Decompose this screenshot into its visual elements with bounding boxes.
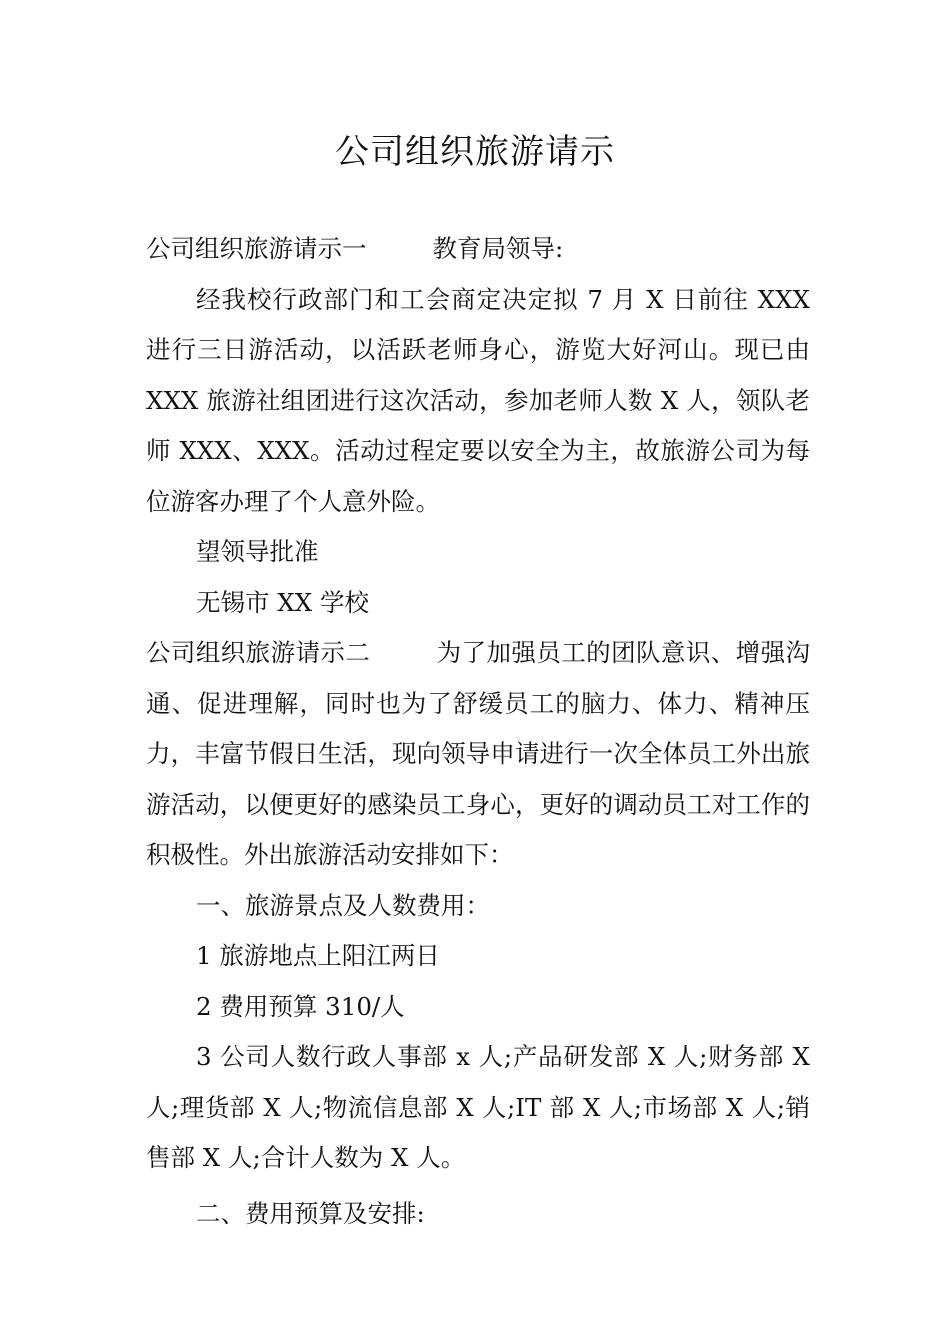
section1-heading-line <box>146 224 810 275</box>
section1-heading: 公司组织旅游请示一 <box>146 234 367 263</box>
section1-paragraph: 经我校行政部门和工会商定决定拟 7 月 X 日前往 XXX 进行三日游活动，以活跃老师身心，游览大好河山。现已由 XXX 旅游社组团进行这次活动，参加老师人数 X 人，领队老师 XXX、XXX。活动过程定要以安全为主，故旅游公司为每位游客办理了个人意外险。 <box>146 284 810 516</box>
section1-salutation: 教育局领导: <box>432 234 564 263</box>
document-body <box>146 224 810 1239</box>
section2-intro: 为了加强员工的团队意识、增强沟通、促进理解，同时也为了舒缓员工的脑力、体力、精神压力，丰富节假日生活，现向领导申请进行一次全体员工外出旅游活动，以便更好的感染员工身心，更好的调动员工对工作的积极性。外出旅游活动安排如下： <box>146 638 810 869</box>
section1-signature: 无锡市 XX 学校 <box>196 587 369 617</box>
item1-budget: 2 费用预算 310/人 <box>196 991 405 1021</box>
item1-headcount: 3 公司人数行政人事部 x 人;产品研发部 X 人;财务部 X 人;理货部 X 人;物流信息部 X 人;IT 部 X 人;市场部 X 人;销售部 X 人;合计人数为 X 人。 <box>146 1042 810 1172</box>
section2-heading: 公司组织旅游请示二 <box>146 638 371 667</box>
section2-intro-paragraph <box>146 628 810 881</box>
document-title: 公司组织旅游请示 <box>335 132 615 172</box>
item1-heading: 一、旅游景点及人数费用： <box>196 890 490 920</box>
section1-request: 望领导批准 <box>196 537 319 566</box>
item2-heading: 二、费用预算及安排: <box>196 1198 425 1228</box>
item1-location: 1 旅游地点上阳江两日 <box>196 941 440 970</box>
